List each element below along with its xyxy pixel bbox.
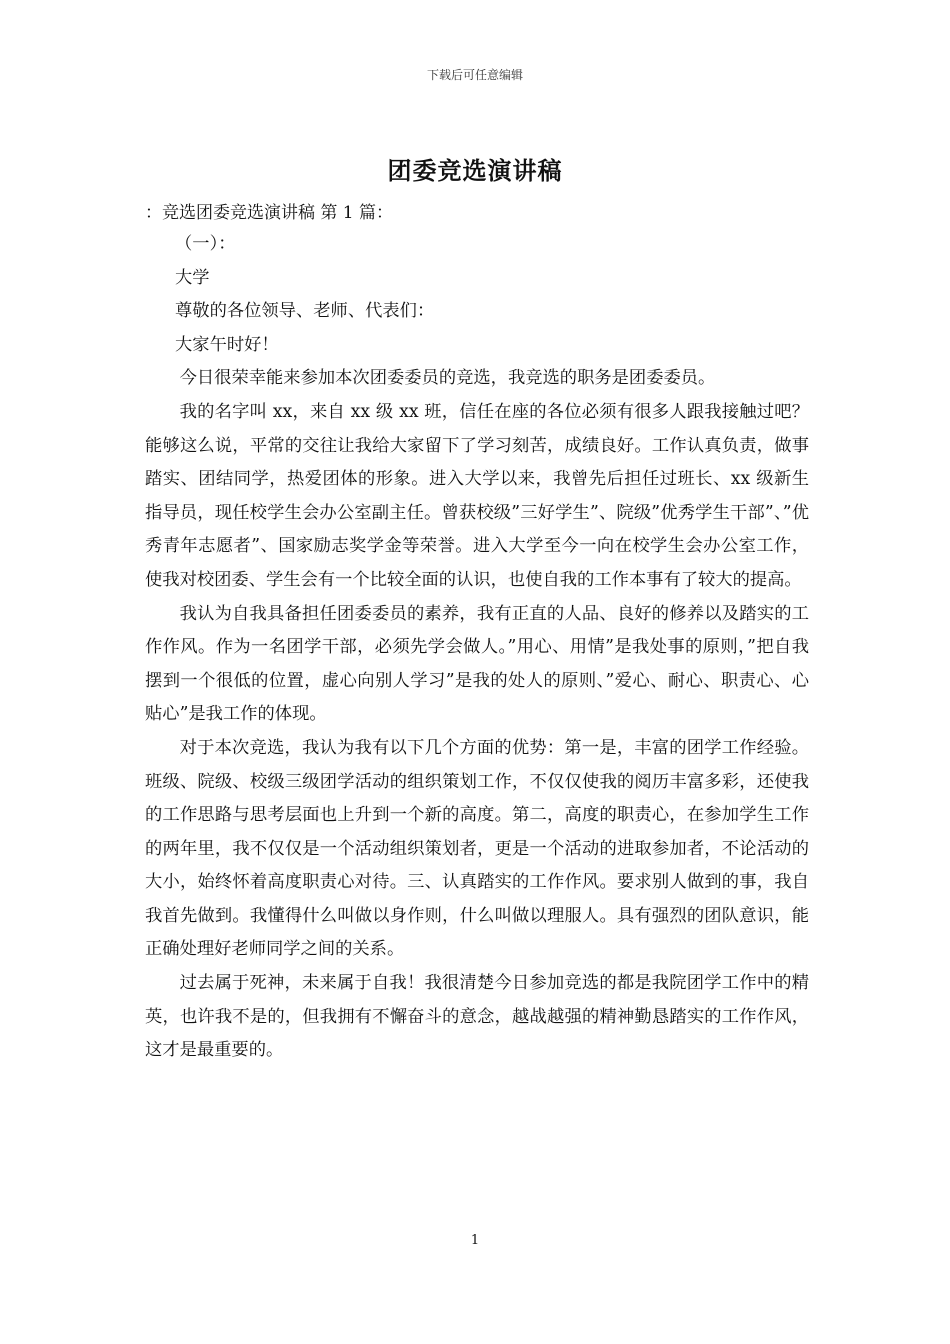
paragraph-closing: 过去属于死神，未来属于自我！我很清楚今日参加竞选的都是我院团学工作中的精英，也许我不是的，但我拥有不懈奋斗的意念，越战越强的精神勤恳踏实的工作作风，这才是最重要的。 [145,973,809,1061]
paragraph-qualifications: 我认为自我具备担任团委委员的素养，我有正直的人品、良好的修养以及踏实的工作作风。作为一名团学干部，必须先学会做人。”用心、用情”是我处事的原则，”把自我摆到一个很低的位置，虚心向别人学习”是我的处人的原则、”爱心、耐心、职责心、心贴心”是我工作的体现。 [145,603,809,725]
paragraph-university: 大学 [175,267,210,288]
document-title: 团委竞选演讲稿 [387,156,563,185]
paragraph-intro: 今日很荣幸能来参加本次团委委员的竞选，我竞选的职务是团委委员。 [179,368,716,389]
paragraph-greeting: 大家午时好！ [175,334,279,355]
paragraph-advantages: 对于本次竞选，我认为我有以下几个方面的优势：第一是，丰富的团学工作经验。班级、院级、校级三级团学活动的组织策划工作，不仅仅使我的阅历丰富多彩，还使我的工作思路与思考层面也上升到一个新的高度。第二，高度的职责心，在参加学生工作的两年里，我不仅仅是一个活动组织策划者，更是一个活动的进取参加者，不论活动的大小，始终怀着高度职责心对待。三、认真踏实的工作作风。要求别人做到的事，我自我首先做到。我懂得什么叫做以身作则，什么叫做以理服人。具有强烈的团队意识，能正确处理好老师同学之间的关系。 [145,737,809,960]
page-number: 1 [470,1233,480,1248]
document-body [145,228,809,1068]
section-heading: （一）： [175,234,236,254]
paragraph-salutation: 尊敬的各位领导、老师、代表们： [175,301,435,322]
header-note: 下载后可任意编辑 [426,68,523,82]
document-subtitle: ：竞选团委竞选演讲稿 第 1 篇： [145,203,394,223]
paragraph-self-introduction: 我的名字叫 xx，来自 xx 级 xx 班，信任在座的各位必须有很多人跟我接触过吧？能够这么说，平常的交往让我给大家留下了学习刻苦，成绩良好。工作认真负责，做事踏实、团结同学，热爱团体的形象。进入大学以来，我曾先后担任过班长、xx 级新生指导员，现任校学生会办公室副主任。曾获校级”三好学生”、院级”优秀学生干部”、”优秀青年志愿者”、国家励志奖学金等荣誉。进入大学至今一向在校学生会办公室工作，使我对校团委、学生会有一个比较全面的认识，也使自我的工作本事有了较大的提高。 [145,401,809,590]
